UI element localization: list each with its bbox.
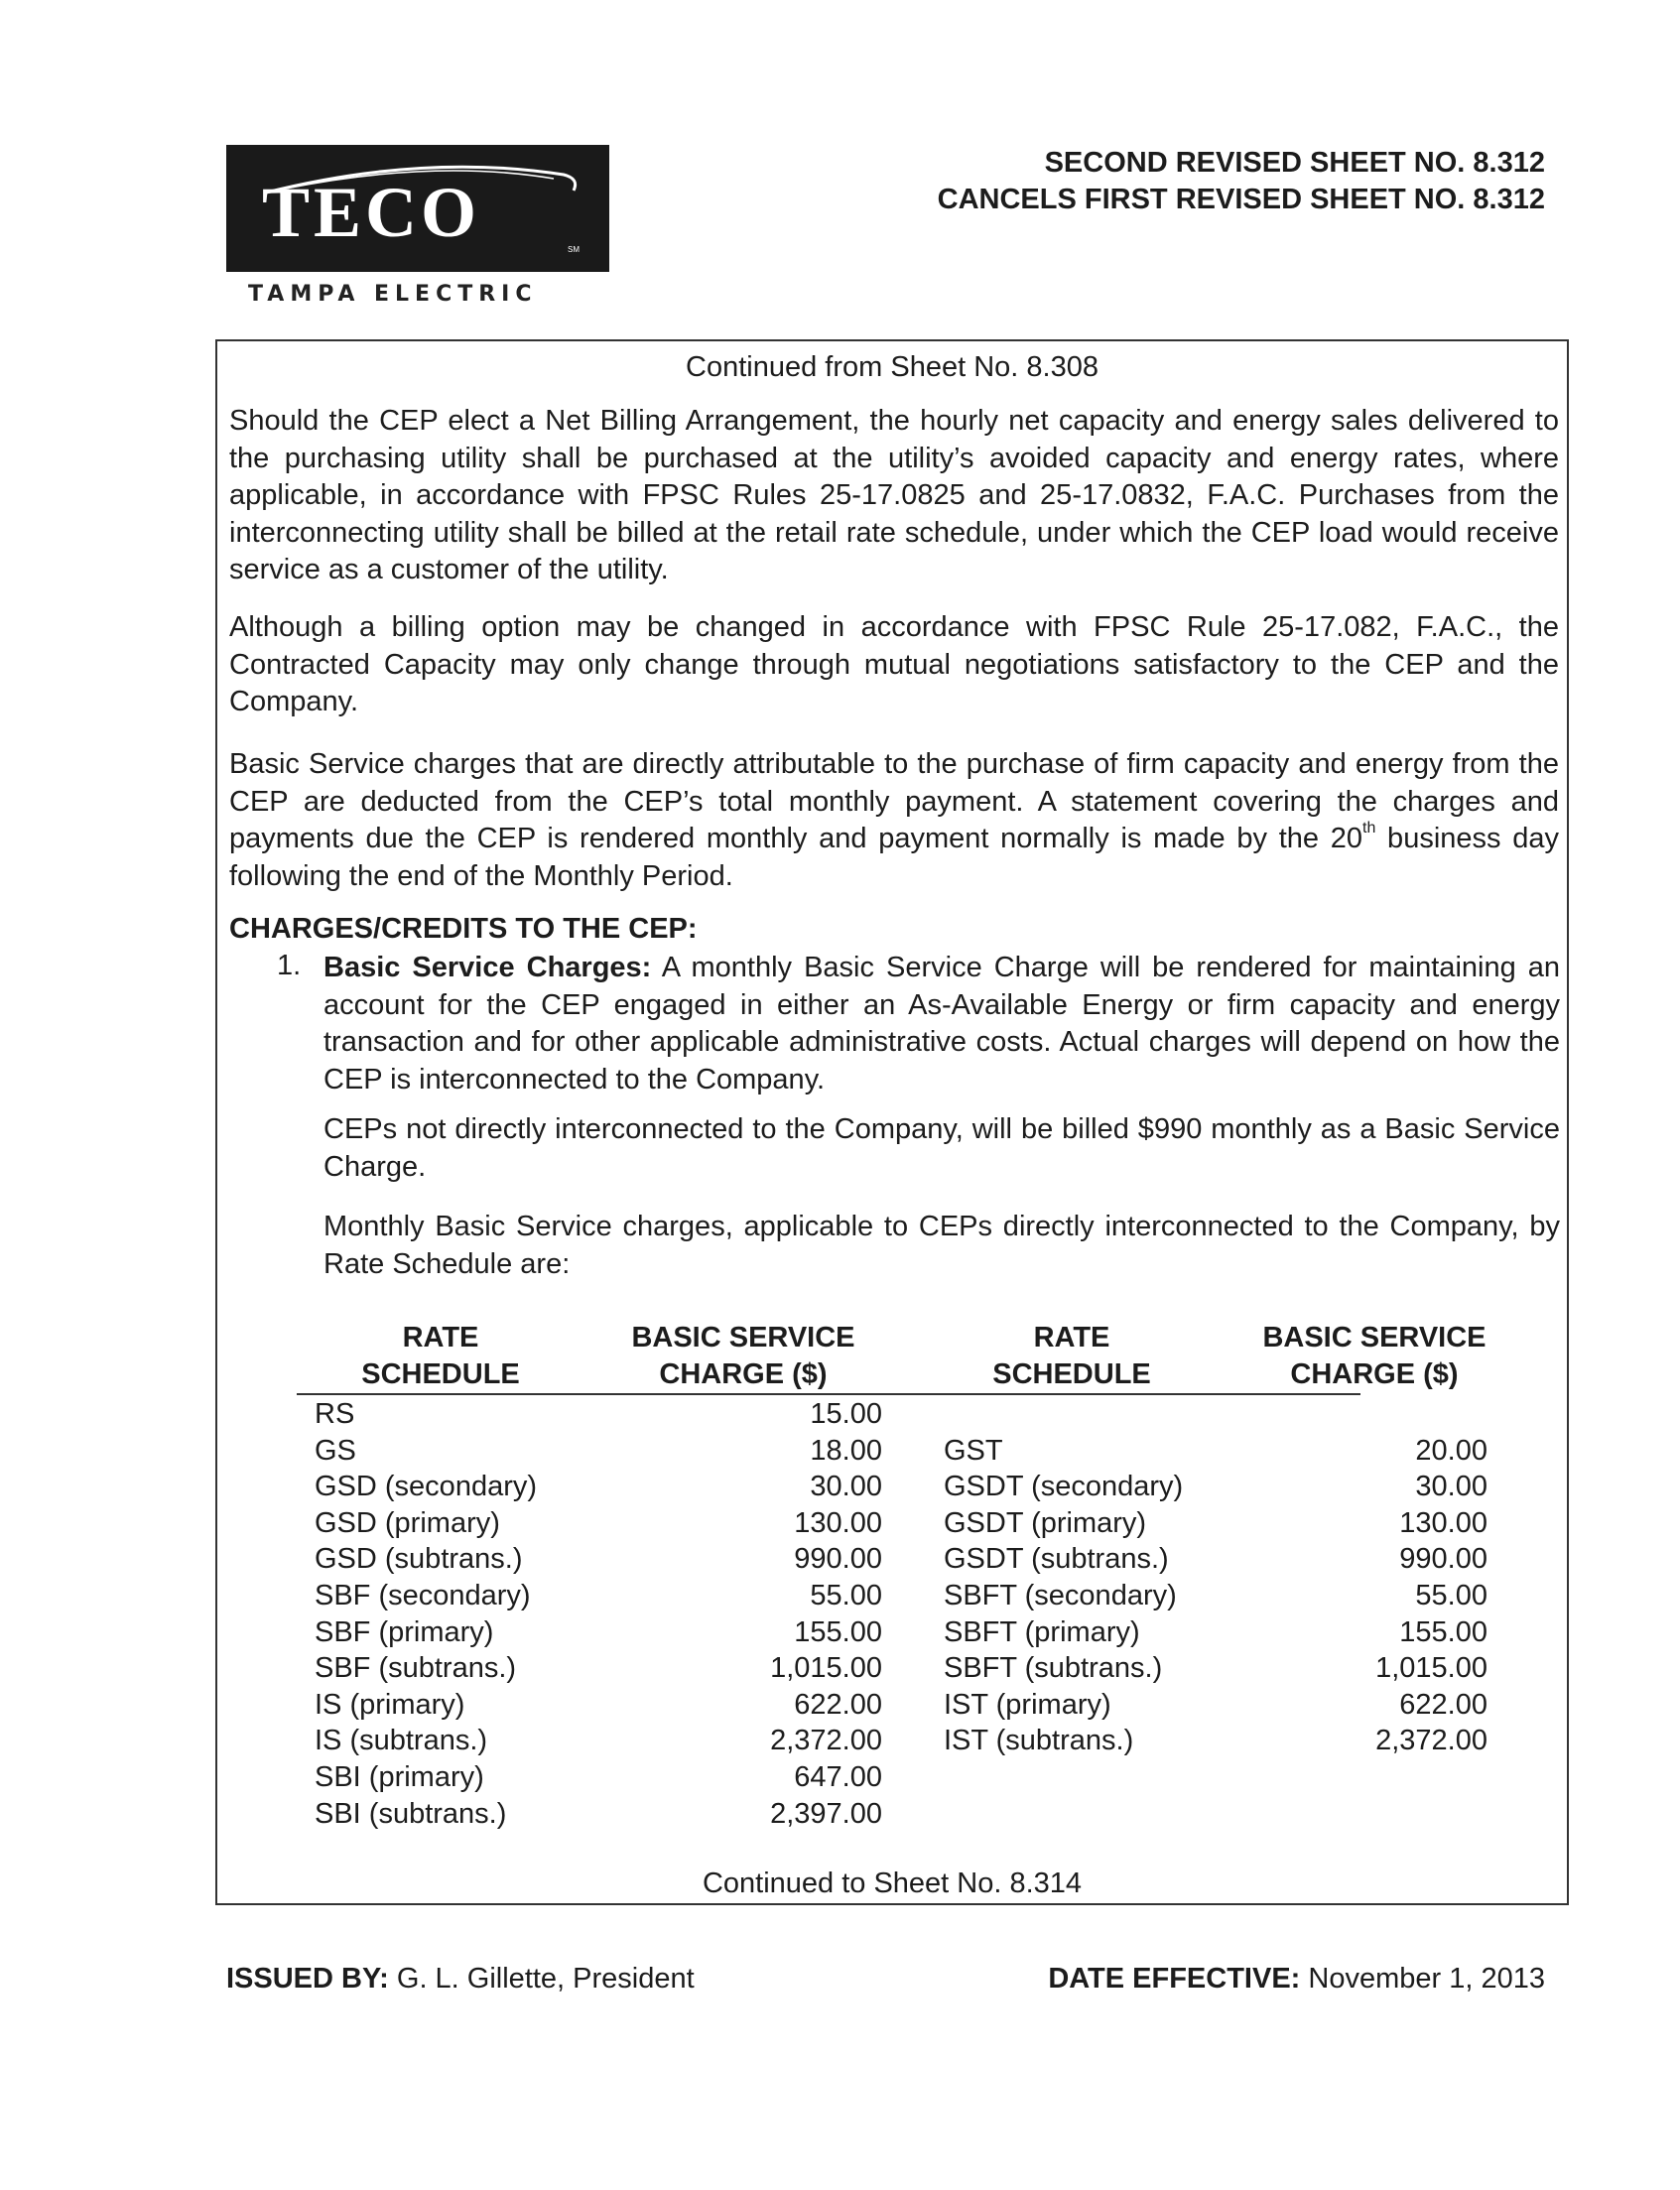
header-rate-line1: RATE <box>402 1322 479 1353</box>
header-charge-line2: CHARGE ($) <box>659 1358 828 1390</box>
company-logo <box>226 145 609 272</box>
issued-by <box>226 1963 695 1996</box>
header-rate-schedule-right <box>928 1320 1216 1393</box>
table-cell-schedule: GSD (secondary) <box>315 1471 538 1503</box>
ordinal-suffix: th <box>1362 820 1376 837</box>
table-cell-charge: 18.00 <box>810 1434 882 1467</box>
table-cell-schedule: RS <box>315 1398 355 1430</box>
table-cell-schedule: IS (primary) <box>315 1688 465 1721</box>
date-effective-value: November 1, 2013 <box>1300 1963 1545 1995</box>
logo-subtitle: TAMPA ELECTRIC <box>248 282 538 307</box>
charges-heading: CHARGES/CREDITS TO THE CEP: <box>229 913 698 945</box>
paragraph-basic-service <box>229 746 1559 895</box>
header-charge-line1: BASIC SERVICE <box>631 1322 855 1353</box>
item-not-interconnected: CEPs not directly interconnected to the Company, will be billed $990 monthly as a Basic Service Charge. <box>323 1113 1560 1183</box>
header-rate-line1: RATE <box>1033 1322 1110 1353</box>
table-cell-schedule: SBFT (primary) <box>944 1615 1140 1648</box>
table-header-rule <box>297 1393 1360 1395</box>
table-cell-schedule: IST (subtrans.) <box>944 1725 1134 1757</box>
continued-from: Continued from Sheet No. 8.308 <box>686 351 1098 383</box>
item-directly-interconnected: Monthly Basic Service charges, applicable to CEPs directly interconnected to the Company, by Rate Schedule are: <box>323 1211 1560 1280</box>
table-cell-schedule: GST <box>944 1434 1003 1467</box>
date-effective <box>1048 1963 1545 1996</box>
table-cell-charge: 2,372.00 <box>770 1725 882 1757</box>
table-cell-charge: 1,015.00 <box>1375 1652 1487 1685</box>
table-cell-charge: 20.00 <box>1415 1434 1487 1467</box>
sheet-number: SECOND REVISED SHEET NO. 8.312 <box>1044 147 1545 179</box>
continued-to: Continued to Sheet No. 8.314 <box>702 1868 1083 1899</box>
logo-wordmark: TECO <box>262 173 481 252</box>
issued-by-label: ISSUED BY: <box>226 1963 389 1995</box>
table-cell-schedule: SBF (subtrans.) <box>315 1652 517 1685</box>
logo-service-mark: SM <box>568 245 580 254</box>
header-charge-right <box>1226 1320 1523 1393</box>
table-cell-schedule: GSDT (secondary) <box>944 1471 1184 1503</box>
table-cell-charge: 990.00 <box>1399 1543 1487 1576</box>
table-cell-charge: 647.00 <box>794 1760 882 1793</box>
table-cell-schedule: GSD (primary) <box>315 1506 500 1539</box>
right-schedule-column <box>944 1396 1241 1759</box>
sheet-cancels: CANCELS FIRST REVISED SHEET NO. 8.312 <box>937 184 1545 215</box>
table-cell-schedule: SBFT (subtrans.) <box>944 1652 1163 1685</box>
issued-by-value: G. L. Gillette, President <box>388 1963 695 1995</box>
header-rate-line2: SCHEDULE <box>361 1358 520 1390</box>
table-cell-schedule: GSDT (primary) <box>944 1506 1147 1539</box>
item-basic-service-charges <box>323 950 1560 1098</box>
table-cell-charge: 130.00 <box>794 1506 882 1539</box>
header-charge-line2: CHARGE ($) <box>1290 1358 1459 1390</box>
item-number: 1. <box>277 950 302 981</box>
table-cell-charge: 1,015.00 <box>770 1652 882 1685</box>
table-cell-schedule: IS (subtrans.) <box>315 1725 488 1757</box>
table-cell-charge: 622.00 <box>1399 1688 1487 1721</box>
header-charge-line1: BASIC SERVICE <box>1262 1322 1486 1353</box>
table-cell-schedule: SBFT (secondary) <box>944 1579 1177 1611</box>
table-cell-schedule: GSD (subtrans.) <box>315 1543 523 1576</box>
table-cell-charge: 155.00 <box>794 1615 882 1648</box>
table-cell-charge: 2,372.00 <box>1375 1725 1487 1757</box>
table-cell-charge: 55.00 <box>1415 1579 1487 1611</box>
table-cell-charge: 130.00 <box>1399 1506 1487 1539</box>
table-cell-schedule: GS <box>315 1434 356 1467</box>
sheet-header <box>938 145 1545 218</box>
table-cell-charge: 622.00 <box>794 1688 882 1721</box>
header-charge-left <box>594 1320 892 1393</box>
header-rate-schedule-left <box>297 1320 584 1393</box>
table-cell-schedule <box>944 1396 1241 1433</box>
left-charge-column <box>684 1396 882 1832</box>
header-rate-line2: SCHEDULE <box>992 1358 1151 1390</box>
table-cell-schedule: IST (primary) <box>944 1688 1111 1721</box>
table-cell-schedule: SBF (primary) <box>315 1615 494 1648</box>
table-cell-schedule: GSDT (subtrans.) <box>944 1543 1169 1576</box>
tariff-content-box <box>215 339 1569 1905</box>
table-cell-charge: 2,397.00 <box>770 1797 882 1830</box>
table-cell-schedule: SBI (subtrans.) <box>315 1797 507 1830</box>
table-cell-charge: 55.00 <box>810 1579 882 1611</box>
table-cell-charge: 30.00 <box>810 1471 882 1503</box>
paragraph-basic-service-end: business day following the end of the Monthly Period. <box>229 823 1559 892</box>
item-text: A monthly Basic Service Charge will be rendered for maintaining an account for the CEP engaged in either an As-Available Energy or firm capacity and energy transaction and for other applicable administrative costs. Actual charges will depend on how the CEP is interconnected to the Company. <box>323 952 1560 1095</box>
table-cell-schedule: SBI (primary) <box>315 1760 484 1793</box>
table-cell-charge <box>1289 1396 1487 1433</box>
item-title: Basic Service Charges: <box>323 952 652 983</box>
left-schedule-column <box>315 1396 602 1832</box>
right-charge-column <box>1289 1396 1487 1759</box>
paragraph-basic-service-text: Basic Service charges that are directly attributable to the purchase of firm capacity and energy from the CEP are deducted from the CEP’s total monthly payment. A statement covering the charges and payments due the CEP is rendered monthly and payment normally is made by the 20 <box>229 748 1559 854</box>
table-cell-charge: 155.00 <box>1399 1615 1487 1648</box>
table-cell-charge: 15.00 <box>810 1398 882 1430</box>
table-cell-schedule: SBF (secondary) <box>315 1579 531 1611</box>
paragraph-billing-option: Although a billing option may be changed in accordance with FPSC Rule 25-17.082, F.A.C., the Contracted Capacity may only change through mutual negotiations satisfactory to the CEP and the Company. <box>229 611 1559 717</box>
paragraph-net-billing: Should the CEP elect a Net Billing Arrangement, the hourly net capacity and energy sales delivered to the purchasing utility shall be purchased at the utility’s avoided capacity and energy rates, where applicable, in accordance with FPSC Rules 25-17.0825 and 25-17.0832, F.A.C. Purchases from the interconnecting utility shall be billed at the retail rate schedule, under which the CEP load would receive service as a customer of the utility. <box>229 405 1559 585</box>
table-cell-charge: 990.00 <box>794 1543 882 1576</box>
date-effective-label: DATE EFFECTIVE: <box>1048 1963 1301 1995</box>
table-cell-charge: 30.00 <box>1415 1471 1487 1503</box>
